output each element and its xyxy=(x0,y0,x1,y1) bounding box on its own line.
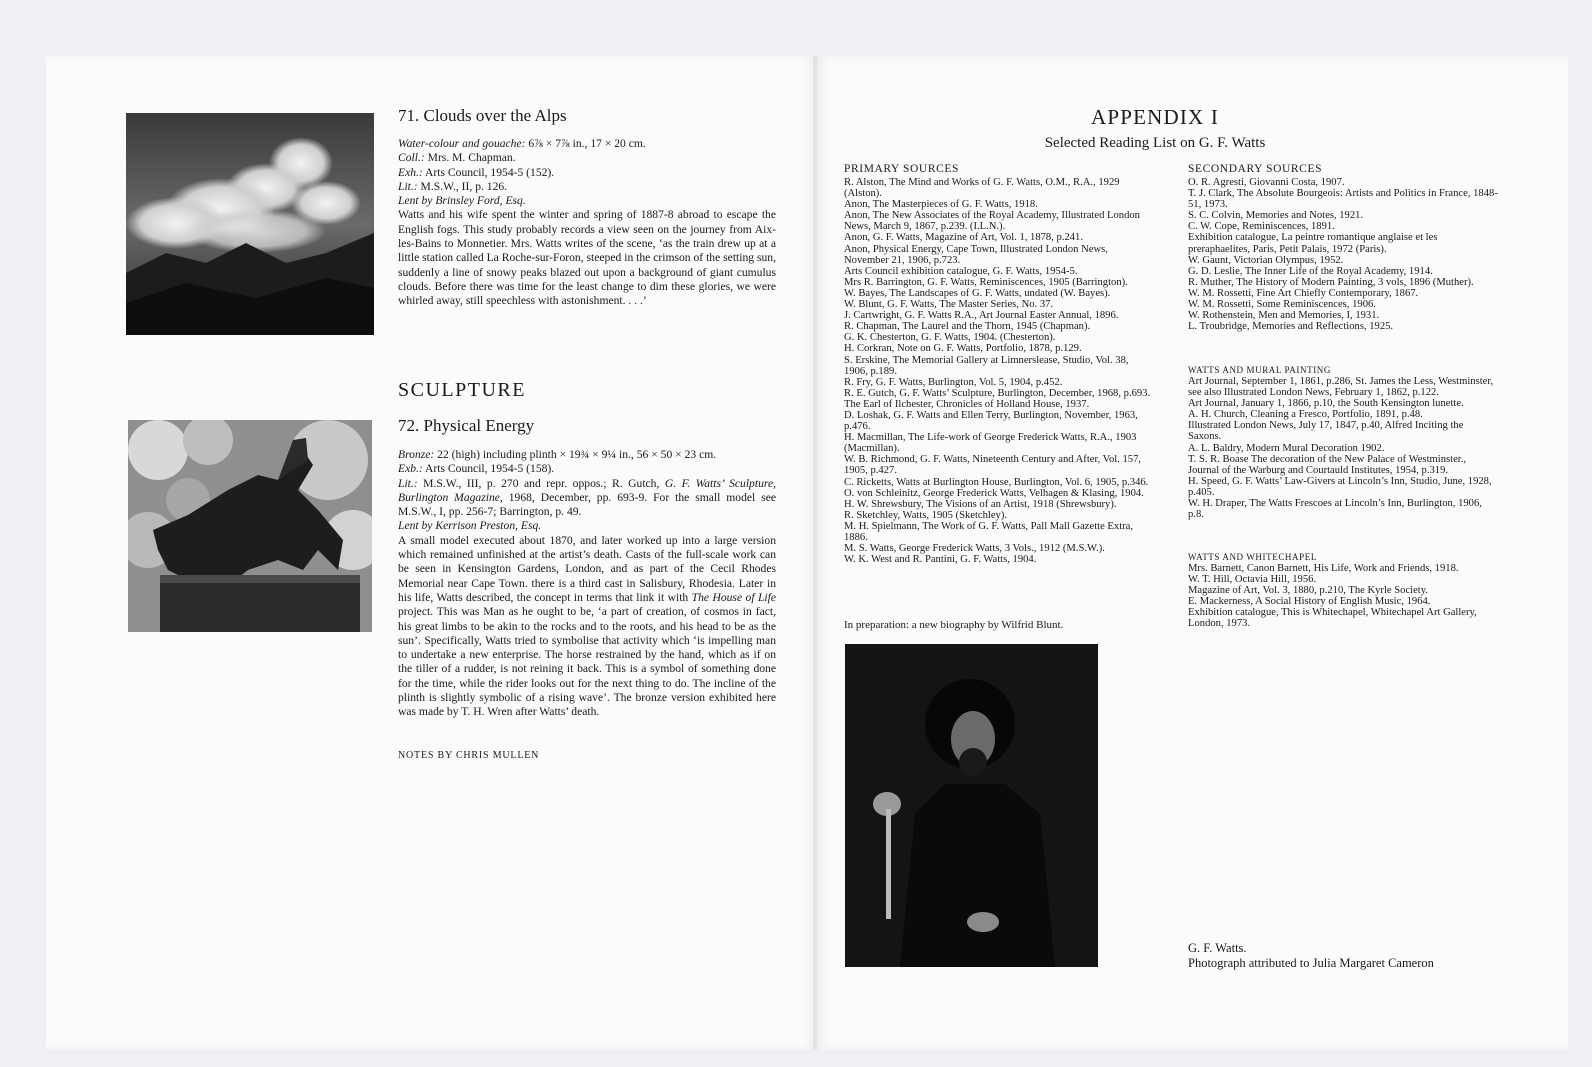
item-71-lit: M.S.W., II, p. 126. xyxy=(417,179,508,193)
primary-sources-heading: PRIMARY SOURCES xyxy=(844,163,959,175)
reading-list-entry: W. T. Hill, Octavia Hill, 1956. xyxy=(1188,574,1317,586)
reading-list-entry: Anon, G. F. Watts, Magazine of Art, Vol. 1, 1878, p.241. xyxy=(844,232,1084,244)
reading-list-entry: H. W. Shrewsbury, The Visions of an Artist, 1918 (Shrewsbury). xyxy=(844,498,1117,510)
item-71-number: 71. xyxy=(398,106,420,125)
reading-list-entry: J. Cartwright, G. F. Watts R.A., Art Journal Easter Annual, 1896. xyxy=(844,310,1119,322)
item-71-exh: Arts Council, 1954-5 (152). xyxy=(422,165,555,179)
reading-list-entry: Mrs. Barnett, Canon Barnett, His Life, Work and Friends, 1918. xyxy=(1188,563,1459,574)
item-71-coll: Mrs. M. Chapman. xyxy=(424,151,516,165)
reading-list-entry: W. M. Rossetti, Some Reminiscences, 1906. xyxy=(1188,299,1376,311)
reading-list-entry: W. H. Draper, The Watts Frescoes at Lincoln’s Inn, Burlington, 1906, p.8. xyxy=(1188,498,1482,521)
reading-list-entry: W. B. Richmond, G. F. Watts, Nineteenth Century and After, Vol. 157, 1905, p.427. xyxy=(844,454,1142,477)
reading-list-entry: L. Troubridge, Memories and Reflections, 1925. xyxy=(1188,321,1394,333)
item-71-details xyxy=(398,137,776,309)
secondary-sources-list xyxy=(1188,177,1499,332)
notes-by: NOTES BY CHRIS MULLEN xyxy=(398,750,540,761)
item-72-description xyxy=(398,534,776,720)
reading-list-entry: E. Mackerness, A Social History of English Music, 1964. xyxy=(1188,596,1431,608)
reading-list-entry: Arts Council exhibition catalogue, G. F. Watts, 1954-5. xyxy=(844,265,1078,277)
primary-sources-list xyxy=(844,177,1153,565)
whitechapel-sources-list xyxy=(1188,563,1499,630)
item-72-text-b: The House of Life xyxy=(691,590,776,604)
item-71-exh-label: Exh.: xyxy=(398,165,423,179)
item-71-lender: Lent by Brinsley Ford, Esq. xyxy=(398,194,526,208)
item-72-exh-label: Exb.: xyxy=(398,462,423,476)
item-72-lit-a: M.S.W., III, p. 270 and repr. oppos.; R. Gutch, xyxy=(417,476,665,490)
reading-list-entry: Mrs R. Barrington, G. F. Watts, Reminiscences, 1905 (Barrington). xyxy=(844,276,1128,288)
reading-list-entry: W. K. West and R. Pantini, G. F. Watts, 1904. xyxy=(844,554,1037,566)
appendix-subtitle: Selected Reading List on G. F. Watts xyxy=(1044,135,1266,151)
item-71-lit-label: Lit.: xyxy=(398,179,418,193)
item-72-lit-label: Lit.: xyxy=(398,476,418,490)
reading-list-entry: W. Blunt, G. F. Watts, The Master Series, No. 37. xyxy=(844,299,1054,311)
item-72-lit-c: 1968, December, pp. 693-9. For the small model see M.S.W., I, pp. 256-7; Barrington, p. 49. xyxy=(398,490,776,519)
item-71-title: Clouds over the Alps xyxy=(423,106,567,125)
reading-list-entry: W. M. Rossetti, Fine Art Chiefly Contemporary, 1867. xyxy=(1188,287,1419,299)
item-72-title: Physical Energy xyxy=(423,416,535,435)
item-72-text-a: A small model executed about 1870, and later worked up into a large version which remained unfinished at the artist’s death. Casts of the full-scale work can be seen in Kensington Gardens, London, and as part of the Cecil Rhodes Memorial near Cape Town. there is a third cast in Salisbury, Rhodesia. Later in his life, Watts described, the concept in terms that link it with xyxy=(398,533,776,604)
reading-list-entry: R. Muther, The History of Modern Painting, 3 vols, 1896 (Muther). xyxy=(1188,276,1474,288)
item-72-number: 72. xyxy=(398,416,420,435)
reading-list-entry: Exhibition catalogue, La peintre romantique anglaise et les preraphaelites, Paris, Petit Palais, 1972 (Paris). xyxy=(1188,232,1438,255)
mural-heading: WATTS AND MURAL PAINTING xyxy=(1188,365,1331,375)
reading-list-entry: H. Corkran, Note on G. F. Watts, Portfolio, 1878, p.129. xyxy=(844,343,1082,355)
item-72-details xyxy=(398,448,776,720)
item-72-heading xyxy=(398,416,798,436)
reading-list-entry: O. R. Agresti, Giovanni Costa, 1907. xyxy=(1188,177,1345,188)
reading-list-entry: A. H. Church, Cleaning a Fresco, Portfolio, 1891, p.48. xyxy=(1188,409,1423,421)
reading-list-entry: W. Bayes, The Landscapes of G. F. Watts, undated (W. Bayes). xyxy=(844,287,1111,299)
item-72-lender: Lent by Kerrison Preston, Esq. xyxy=(398,519,542,533)
whitechapel-heading: WATTS AND WHITECHAPEL xyxy=(1188,552,1317,562)
reading-list-entry: W. Rothenstein, Men and Memories, I, 1931. xyxy=(1188,310,1380,322)
item-72-dims: 22 (high) including plinth × 19¾ × 9¼ in., 56 × 50 × 23 cm. xyxy=(434,448,717,461)
mural-sources-list xyxy=(1188,376,1499,520)
item-71-dims: 6⅞ × 7⅞ in., 17 × 20 cm. xyxy=(525,137,646,150)
item-71-heading xyxy=(398,106,798,126)
reading-list-entry: C. Ricketts, Watts at Burlington House, Burlington, Vol. 6, 1905, p.346. xyxy=(844,476,1149,488)
reading-list-entry: R. Chapman, The Laurel and the Thorn, 1945 (Chapman). xyxy=(844,321,1091,333)
reading-list-entry: Anon, The New Associates of the Royal Academy, Illustrated London News, March 9, 1867, p.239. (I.L.N.). xyxy=(844,210,1140,233)
item-72-exh: Arts Council, 1954-5 (158). xyxy=(422,462,555,476)
item-71-coll-label: Coll.: xyxy=(398,151,425,165)
reading-list-entry: H. Macmillan, The Life-work of George Frederick Watts, R.A., 1903 (Macmillan). xyxy=(844,432,1137,455)
item-72-lit-b: G. F. Watts’ Sculpture, Burlington Magazine, xyxy=(398,476,776,504)
reading-list-entry: The Earl of Ilchester, Chronicles of Holland House, 1937. xyxy=(844,398,1090,410)
item-71-description: Watts and his wife spent the winter and spring of 1887-8 abroad to escape the English fogs. This study probably records a view seen on the journey from Aix-les-Bains to Monnetier. Mrs. Watts writes of the scene, ‘as the train drew up at a little station called La Roche-sur-Foron, steeped in the crimson of the setting sun, suddenly a line of snowy peaks blazed out upon a background of giant cumulus clouds. Before there was time for the least change to dim these glories, we were whirled away, still speechless with astonishment. . . .’ xyxy=(398,208,776,308)
reading-list-entry: C. W. Cope, Reminiscences, 1891. xyxy=(1188,221,1335,233)
secondary-sources-heading: SECONDARY SOURCES xyxy=(1188,163,1323,175)
gf-watts-portrait-photo xyxy=(845,644,1098,967)
reading-list-entry: S. C. Colvin, Memories and Notes, 1921. xyxy=(1188,210,1364,222)
reading-list-entry: G. D. Leslie, The Inner Life of the Royal Academy, 1914. xyxy=(1188,265,1433,277)
reading-list-entry: S. Erskine, The Memorial Gallery at Limnerslease, Studio, Vol. 38, 1906, p.189. xyxy=(844,354,1129,377)
photo-caption-line-1: G. F. Watts. xyxy=(1188,941,1247,955)
reading-list-entry: M. S. Watts, George Frederick Watts, 3 Vols., 1912 (M.S.W.). xyxy=(844,543,1105,555)
item-72-text-c: project. This was Man as he ought to be, ‘a part of creation, of cosmos in fact, his great limbs to be akin to the rocks and to the roots, and his head to be as the sun’. Specifically, Watts tried to symbolise that activity which ‘is impelling man to undertake a new enterprise. The horse restrained by the hand, which as if on the tiller of a rudder, is not reining it back. This is a symbol of something done for the time, while the rider looks out for the next thing to do. The incline of the plinth is slightly symbolic of a rising wave’. The bronze version exhibited here was made by T. H. Wren after Watts’ death. xyxy=(398,605,776,719)
reading-list-entry: T. S. R. Boase The decoration of the New Palace of Westminster., Journal of the Warburg and Courtauld Institutes, 1954, p.319. xyxy=(1188,453,1467,476)
reading-list-entry: Anon, The Masterpieces of G. F. Watts, 1918. xyxy=(844,199,1038,211)
item-71-medium: Water-colour and gouache: xyxy=(398,137,526,150)
physical-energy-image xyxy=(128,420,372,632)
reading-list-entry: G. K. Chesterton, G. F. Watts, 1904. (Chesterton). xyxy=(844,332,1056,344)
photo-caption xyxy=(1188,941,1434,971)
clouds-over-alps-image xyxy=(126,113,374,335)
reading-list-entry: Magazine of Art, Vol. 3, 1880, p.210, The Kyrle Society. xyxy=(1188,585,1428,597)
reading-list-entry: Illustrated London News, July 17, 1847, p.40, Alfred Inciting the Saxons. xyxy=(1188,420,1464,443)
reading-list-entry: D. Loshak, G. F. Watts and Ellen Terry, Burlington, November, 1963, p.476. xyxy=(844,409,1138,433)
reading-list-entry: W. Gaunt, Victorian Olympus, 1952. xyxy=(1188,254,1344,266)
reading-list-entry: R. E. Gutch, G. F. Watts’ Sculpture, Burlington, December, 1968, p.693. xyxy=(844,387,1151,399)
reading-list-entry: H. Speed, G. F. Watts’ Law-Givers at Lincoln’s Inn, Studio, June, 1928, p.405. xyxy=(1188,475,1492,498)
reading-list-entry: R. Alston, The Mind and Works of G. F. Watts, O.M., R.A., 1929 (Alston). xyxy=(844,177,1120,200)
in-preparation-note: In preparation: a new biography by Wilfrid Blunt. xyxy=(844,619,1064,631)
reading-list-entry: Art Journal, January 1, 1866, p.10, the South Kensington lunette. xyxy=(1188,398,1464,410)
appendix-title: APPENDIX I xyxy=(1090,105,1220,129)
sculpture-heading: SCULPTURE xyxy=(398,379,526,401)
reading-list-entry: Anon, Physical Energy, Cape Town, Illustrated London News, November 21, 1906, p.723. xyxy=(844,243,1108,266)
reading-list-entry: Art Journal, September 1, 1861, p.286, St. James the Less, Westminster, see also Illustrated London News, February 1, 1862, p.122. xyxy=(1188,376,1494,399)
reading-list-entry: T. J. Clark, The Absolute Bourgeois: Artists and Politics in France, 1848-51, 1973. xyxy=(1188,188,1498,211)
page-gutter xyxy=(813,56,817,1050)
reading-list-entry: R. Sketchley, Watts, 1905 (Sketchley). xyxy=(844,509,1008,521)
reading-list-entry: R. Fry, G. F. Watts, Burlington, Vol. 5, 1904, p.452. xyxy=(844,376,1063,388)
reading-list-entry: A. L. Baldry, Modern Mural Decoration 1902. xyxy=(1188,442,1385,454)
item-72-medium: Bronze: xyxy=(398,448,435,461)
reading-list-entry: O. von Schleinitz, George Frederick Watts, Velhagen & Klasing, 1904. xyxy=(844,487,1144,499)
reading-list-entry: M. H. Spielmann, The Work of G. F. Watts, Pall Mall Gazette Extra, 1886. xyxy=(844,520,1134,543)
reading-list-entry: Exhibition catalogue, This is Whitechapel, Whitechapel Art Gallery, London, 1973. xyxy=(1188,607,1477,630)
photo-caption-line-2: Photograph attributed to Julia Margaret Cameron xyxy=(1188,956,1434,970)
